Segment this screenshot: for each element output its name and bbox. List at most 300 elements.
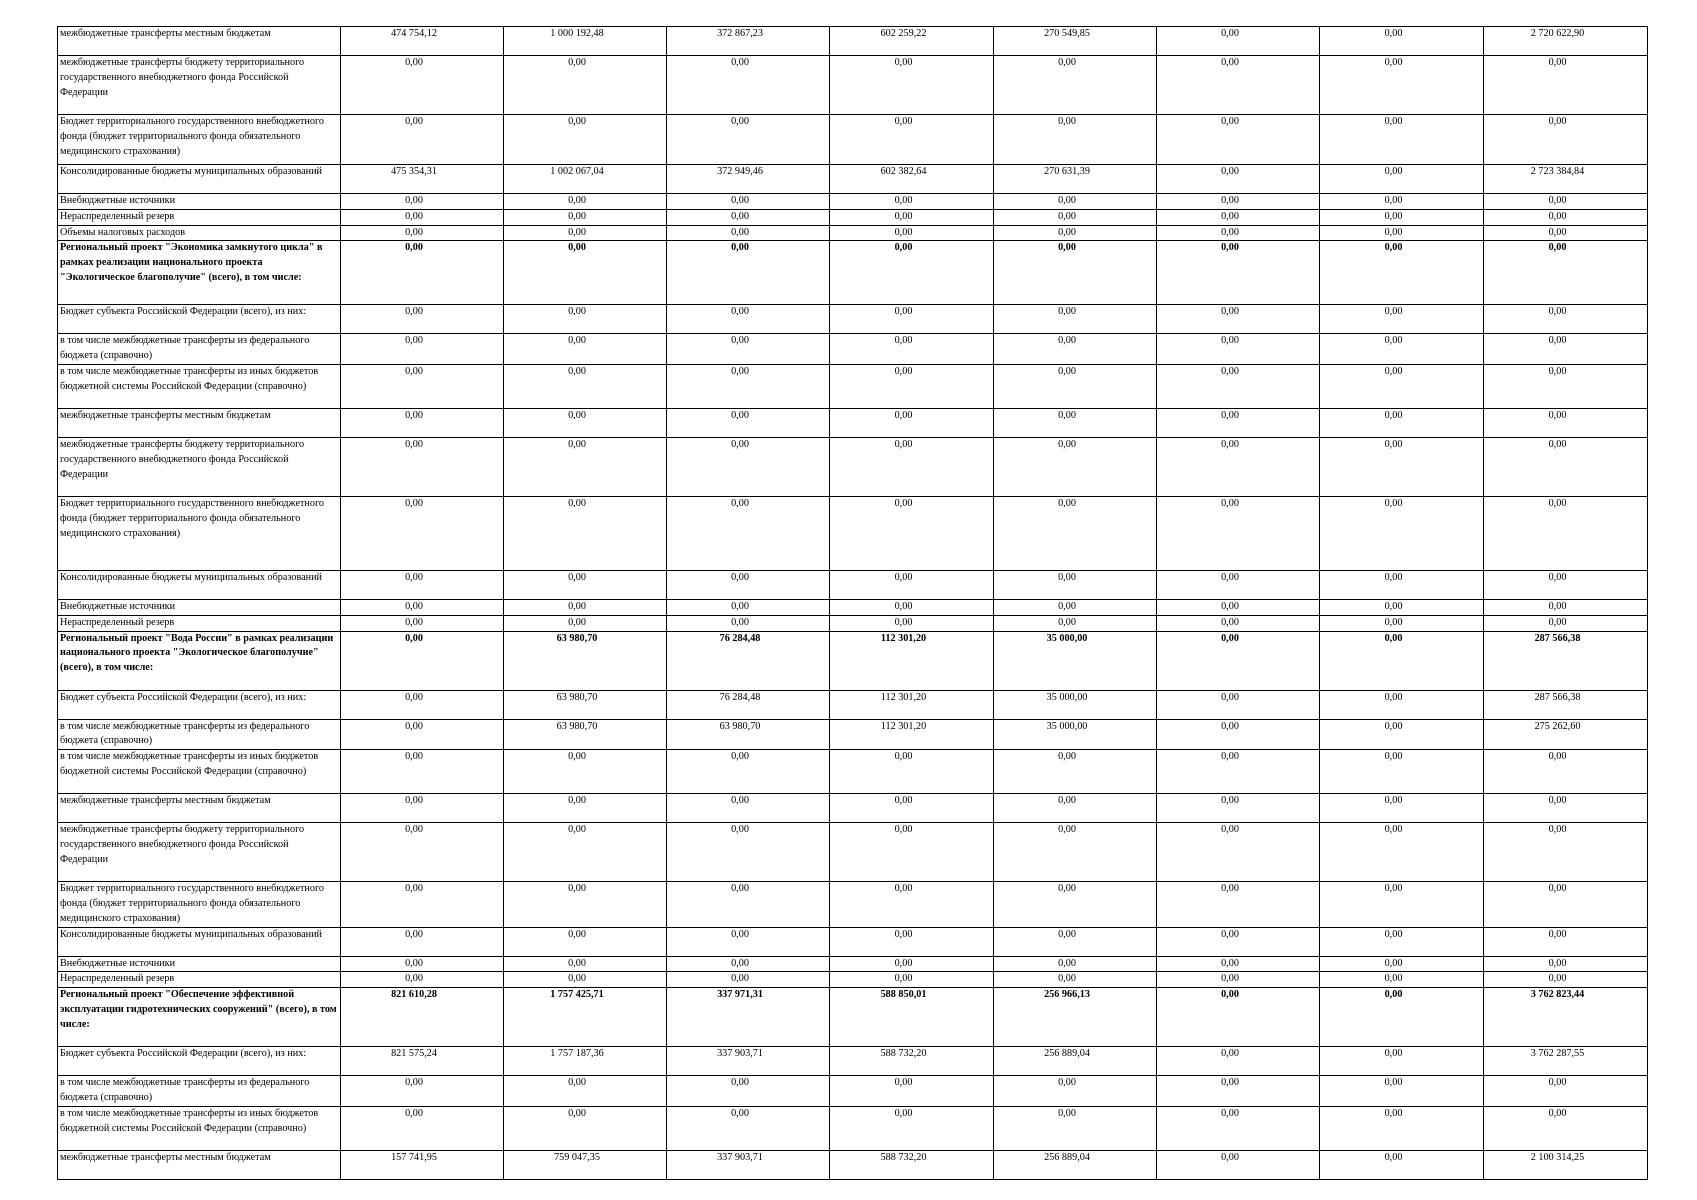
value-cell: 0,00 [1320, 194, 1484, 210]
value-cell: 0,00 [994, 496, 1157, 570]
value-cell: 0,00 [341, 823, 504, 882]
value-cell: 0,00 [341, 408, 504, 437]
value-cell: 602 259,22 [830, 27, 994, 56]
value-cell: 2 720 622,90 [1484, 27, 1648, 56]
value-cell: 0,00 [1320, 225, 1484, 241]
value-cell: 0,00 [341, 570, 504, 599]
table-row [58, 750, 1648, 794]
value-cell: 76 284,48 [667, 631, 830, 690]
value-cell: 0,00 [1157, 56, 1320, 115]
row-label: Нераспределенный резерв [58, 972, 341, 988]
value-cell: 0,00 [1484, 305, 1648, 334]
value-cell: 0,00 [830, 364, 994, 408]
value-cell: 1 757 425,71 [504, 988, 667, 1047]
value-cell: 0,00 [1320, 408, 1484, 437]
value-cell: 0,00 [994, 209, 1157, 225]
value-cell: 0,00 [504, 972, 667, 988]
value-cell: 0,00 [830, 599, 994, 615]
value-cell: 0,00 [1484, 972, 1648, 988]
table-row [58, 570, 1648, 599]
value-cell: 588 732,20 [830, 1150, 994, 1179]
row-label: межбюджетные трансферты местным бюджетам [58, 408, 341, 437]
value-cell: 0,00 [1320, 334, 1484, 365]
value-cell: 0,00 [1157, 988, 1320, 1047]
value-cell: 0,00 [667, 334, 830, 365]
table-row [58, 194, 1648, 210]
value-cell: 0,00 [504, 1076, 667, 1107]
table-row [58, 1076, 1648, 1107]
value-cell: 0,00 [341, 496, 504, 570]
value-cell: 0,00 [830, 194, 994, 210]
value-cell: 0,00 [1320, 823, 1484, 882]
value-cell: 0,00 [504, 599, 667, 615]
value-cell: 0,00 [1484, 882, 1648, 927]
value-cell: 3 762 823,44 [1484, 988, 1648, 1047]
table-row [58, 823, 1648, 882]
value-cell: 0,00 [1320, 988, 1484, 1047]
value-cell: 63 980,70 [504, 631, 667, 690]
value-cell: 0,00 [667, 241, 830, 305]
value-cell: 821 575,24 [341, 1047, 504, 1076]
value-cell: 0,00 [1320, 615, 1484, 631]
row-label: Внебюджетные источники [58, 956, 341, 972]
value-cell: 0,00 [341, 241, 504, 305]
value-cell: 0,00 [667, 56, 830, 115]
value-cell: 0,00 [1484, 408, 1648, 437]
row-label: Консолидированные бюджеты муниципальных образований [58, 570, 341, 599]
row-label: межбюджетные трансферты местным бюджетам [58, 27, 341, 56]
value-cell: 0,00 [994, 56, 1157, 115]
value-cell: 0,00 [830, 496, 994, 570]
value-cell: 0,00 [994, 823, 1157, 882]
value-cell: 0,00 [830, 241, 994, 305]
value-cell: 0,00 [341, 599, 504, 615]
value-cell: 0,00 [667, 794, 830, 823]
value-cell: 0,00 [994, 615, 1157, 631]
value-cell: 275 262,60 [1484, 719, 1648, 750]
value-cell: 112 301,20 [830, 631, 994, 690]
value-cell: 0,00 [830, 615, 994, 631]
value-cell: 602 382,64 [830, 165, 994, 194]
row-label: Объемы налоговых расходов [58, 225, 341, 241]
value-cell: 588 732,20 [830, 1047, 994, 1076]
value-cell: 287 566,38 [1484, 690, 1648, 719]
table-row [58, 334, 1648, 365]
value-cell: 0,00 [994, 1106, 1157, 1150]
row-label: межбюджетные трансферты бюджету территориального государственного внебюджетного фонда Российской Федерации [58, 823, 341, 882]
row-label: межбюджетные трансферты местным бюджетам [58, 794, 341, 823]
value-cell: 0,00 [1320, 496, 1484, 570]
value-cell: 0,00 [341, 927, 504, 956]
value-cell: 0,00 [994, 194, 1157, 210]
value-cell: 35 000,00 [994, 631, 1157, 690]
value-cell: 0,00 [1157, 823, 1320, 882]
value-cell: 0,00 [1484, 823, 1648, 882]
value-cell: 0,00 [1157, 927, 1320, 956]
value-cell: 0,00 [667, 364, 830, 408]
table-row [58, 496, 1648, 570]
value-cell: 0,00 [830, 225, 994, 241]
value-cell: 0,00 [830, 882, 994, 927]
value-cell: 0,00 [341, 437, 504, 496]
value-cell: 0,00 [830, 1076, 994, 1107]
row-label: Бюджет субъекта Российской Федерации (всего), из них: [58, 1047, 341, 1076]
value-cell: 63 980,70 [667, 719, 830, 750]
value-cell: 0,00 [504, 408, 667, 437]
value-cell: 0,00 [1157, 225, 1320, 241]
table-row [58, 1106, 1648, 1150]
row-label: межбюджетные трансферты местным бюджетам [58, 1150, 341, 1179]
table-row [58, 690, 1648, 719]
value-cell: 0,00 [994, 972, 1157, 988]
value-cell: 0,00 [1320, 27, 1484, 56]
row-label: Нераспределенный резерв [58, 209, 341, 225]
value-cell: 0,00 [667, 599, 830, 615]
value-cell: 0,00 [1157, 956, 1320, 972]
value-cell: 0,00 [504, 927, 667, 956]
value-cell: 0,00 [994, 408, 1157, 437]
value-cell: 0,00 [1320, 750, 1484, 794]
value-cell: 0,00 [504, 615, 667, 631]
value-cell: 0,00 [504, 882, 667, 927]
value-cell: 0,00 [830, 972, 994, 988]
value-cell: 0,00 [1157, 496, 1320, 570]
value-cell: 0,00 [341, 209, 504, 225]
value-cell: 0,00 [667, 115, 830, 165]
value-cell: 0,00 [1157, 115, 1320, 165]
value-cell: 0,00 [830, 209, 994, 225]
value-cell: 0,00 [1484, 225, 1648, 241]
value-cell: 0,00 [1484, 437, 1648, 496]
value-cell: 0,00 [1320, 1076, 1484, 1107]
value-cell: 0,00 [667, 194, 830, 210]
value-cell: 0,00 [504, 225, 667, 241]
value-cell: 0,00 [1484, 570, 1648, 599]
value-cell: 1 000 192,48 [504, 27, 667, 56]
value-cell: 0,00 [504, 364, 667, 408]
value-cell: 0,00 [504, 570, 667, 599]
value-cell: 0,00 [1157, 305, 1320, 334]
value-cell: 0,00 [1484, 615, 1648, 631]
value-cell: 0,00 [504, 956, 667, 972]
value-cell: 0,00 [667, 305, 830, 334]
value-cell: 0,00 [994, 225, 1157, 241]
table-row [58, 27, 1648, 56]
value-cell: 0,00 [667, 972, 830, 988]
value-cell: 0,00 [1320, 115, 1484, 165]
value-cell: 256 889,04 [994, 1150, 1157, 1179]
value-cell: 0,00 [504, 1106, 667, 1150]
value-cell: 0,00 [1484, 194, 1648, 210]
value-cell: 0,00 [1157, 1106, 1320, 1150]
value-cell: 0,00 [830, 823, 994, 882]
table-row [58, 56, 1648, 115]
value-cell: 0,00 [504, 750, 667, 794]
value-cell: 0,00 [830, 750, 994, 794]
row-label: Региональный проект "Экономика замкнутого цикла" в рамках реализации национального проекта "Экологическое благополучие" (всего), в том числе: [58, 241, 341, 305]
row-label: межбюджетные трансферты бюджету территориального государственного внебюджетного фонда Российской Федерации [58, 437, 341, 496]
value-cell: 0,00 [1157, 1047, 1320, 1076]
table-row [58, 972, 1648, 988]
row-label: Нераспределенный резерв [58, 615, 341, 631]
value-cell: 256 889,04 [994, 1047, 1157, 1076]
value-cell: 0,00 [1320, 972, 1484, 988]
table-row [58, 165, 1648, 194]
value-cell: 35 000,00 [994, 690, 1157, 719]
value-cell: 0,00 [1484, 956, 1648, 972]
value-cell: 0,00 [341, 750, 504, 794]
value-cell: 0,00 [1157, 1150, 1320, 1179]
value-cell: 0,00 [1320, 1047, 1484, 1076]
value-cell: 0,00 [1484, 209, 1648, 225]
value-cell: 0,00 [994, 334, 1157, 365]
table-row [58, 437, 1648, 496]
value-cell: 0,00 [994, 882, 1157, 927]
value-cell: 0,00 [830, 956, 994, 972]
value-cell: 0,00 [1157, 615, 1320, 631]
value-cell: 0,00 [1320, 364, 1484, 408]
value-cell: 0,00 [1320, 437, 1484, 496]
value-cell: 337 971,31 [667, 988, 830, 1047]
value-cell: 0,00 [504, 194, 667, 210]
value-cell: 0,00 [667, 225, 830, 241]
value-cell: 63 980,70 [504, 690, 667, 719]
value-cell: 0,00 [341, 794, 504, 823]
value-cell: 0,00 [1484, 1076, 1648, 1107]
value-cell: 0,00 [1320, 956, 1484, 972]
value-cell: 0,00 [667, 408, 830, 437]
value-cell: 0,00 [341, 690, 504, 719]
value-cell: 0,00 [994, 241, 1157, 305]
value-cell: 0,00 [994, 115, 1157, 165]
value-cell: 0,00 [504, 496, 667, 570]
value-cell: 0,00 [830, 408, 994, 437]
value-cell: 372 867,23 [667, 27, 830, 56]
value-cell: 63 980,70 [504, 719, 667, 750]
value-cell: 112 301,20 [830, 719, 994, 750]
row-label: в том числе межбюджетные трансферты из федерального бюджета (справочно) [58, 719, 341, 750]
value-cell: 337 903,71 [667, 1150, 830, 1179]
table-row [58, 988, 1648, 1047]
value-cell: 0,00 [1484, 496, 1648, 570]
value-cell: 0,00 [504, 823, 667, 882]
value-cell: 475 354,31 [341, 165, 504, 194]
value-cell: 0,00 [1320, 570, 1484, 599]
value-cell: 0,00 [341, 364, 504, 408]
value-cell: 474 754,12 [341, 27, 504, 56]
row-label: в том числе межбюджетные трансферты из иных бюджетов бюджетной системы Российской Федерации (справочно) [58, 750, 341, 794]
value-cell: 0,00 [1484, 599, 1648, 615]
row-label: Консолидированные бюджеты муниципальных образований [58, 927, 341, 956]
value-cell: 0,00 [1157, 882, 1320, 927]
value-cell: 0,00 [994, 1076, 1157, 1107]
value-cell: 0,00 [667, 209, 830, 225]
value-cell: 0,00 [1320, 882, 1484, 927]
value-cell: 0,00 [1157, 209, 1320, 225]
table-row [58, 615, 1648, 631]
value-cell: 0,00 [1157, 1076, 1320, 1107]
table-row [58, 631, 1648, 690]
row-label: Бюджет субъекта Российской Федерации (всего), из них: [58, 690, 341, 719]
value-cell: 0,00 [667, 927, 830, 956]
value-cell: 0,00 [667, 956, 830, 972]
table-row [58, 599, 1648, 615]
row-label: Консолидированные бюджеты муниципальных образований [58, 165, 341, 194]
value-cell: 0,00 [1157, 794, 1320, 823]
value-cell: 0,00 [1320, 927, 1484, 956]
value-cell: 0,00 [1320, 56, 1484, 115]
value-cell: 35 000,00 [994, 719, 1157, 750]
value-cell: 0,00 [1484, 364, 1648, 408]
value-cell: 0,00 [504, 209, 667, 225]
value-cell: 0,00 [1157, 719, 1320, 750]
value-cell: 0,00 [994, 599, 1157, 615]
value-cell: 0,00 [830, 1106, 994, 1150]
row-label: Бюджет территориального государственного внебюджетного фонда (бюджет территориального фонда обязательного медицинского страхования) [58, 882, 341, 927]
value-cell: 0,00 [1484, 115, 1648, 165]
value-cell: 270 549,85 [994, 27, 1157, 56]
value-cell: 0,00 [1484, 241, 1648, 305]
value-cell: 0,00 [1157, 570, 1320, 599]
table-row [58, 209, 1648, 225]
value-cell: 0,00 [1484, 1106, 1648, 1150]
value-cell: 0,00 [341, 882, 504, 927]
row-label: в том числе межбюджетные трансферты из иных бюджетов бюджетной системы Российской Федерации (справочно) [58, 1106, 341, 1150]
row-label: Региональный проект "Обеспечение эффективной эксплуатации гидротехнических сооружений" (всего), в том числе: [58, 988, 341, 1047]
value-cell: 372 949,46 [667, 165, 830, 194]
value-cell: 76 284,48 [667, 690, 830, 719]
value-cell: 0,00 [1484, 750, 1648, 794]
budget-table-body [58, 27, 1648, 1180]
value-cell: 0,00 [1320, 305, 1484, 334]
value-cell: 0,00 [1320, 719, 1484, 750]
value-cell: 0,00 [1157, 631, 1320, 690]
value-cell: 0,00 [341, 56, 504, 115]
table-row [58, 1150, 1648, 1179]
value-cell: 0,00 [1157, 364, 1320, 408]
value-cell: 0,00 [667, 437, 830, 496]
value-cell: 0,00 [1157, 972, 1320, 988]
table-row [58, 225, 1648, 241]
value-cell: 0,00 [994, 956, 1157, 972]
value-cell: 588 850,01 [830, 988, 994, 1047]
value-cell: 0,00 [1320, 599, 1484, 615]
value-cell: 0,00 [1320, 241, 1484, 305]
value-cell: 0,00 [341, 1106, 504, 1150]
value-cell: 0,00 [830, 794, 994, 823]
value-cell: 0,00 [504, 305, 667, 334]
row-label: Бюджет территориального государственного внебюджетного фонда (бюджет территориального фонда обязательного медицинского страхования) [58, 496, 341, 570]
value-cell: 0,00 [667, 1076, 830, 1107]
value-cell: 0,00 [1484, 56, 1648, 115]
row-label: Бюджет субъекта Российской Федерации (всего), из них: [58, 305, 341, 334]
value-cell: 0,00 [830, 437, 994, 496]
value-cell: 0,00 [994, 794, 1157, 823]
value-cell: 1 002 067,04 [504, 165, 667, 194]
value-cell: 0,00 [1157, 690, 1320, 719]
value-cell: 0,00 [504, 334, 667, 365]
value-cell: 0,00 [1320, 209, 1484, 225]
value-cell: 0,00 [1320, 794, 1484, 823]
row-label: Внебюджетные источники [58, 599, 341, 615]
value-cell: 0,00 [830, 115, 994, 165]
value-cell: 0,00 [341, 334, 504, 365]
value-cell: 0,00 [830, 927, 994, 956]
row-label: в том числе межбюджетные трансферты из иных бюджетов бюджетной системы Российской Федерации (справочно) [58, 364, 341, 408]
table-row [58, 927, 1648, 956]
value-cell: 0,00 [341, 305, 504, 334]
value-cell: 0,00 [504, 56, 667, 115]
value-cell: 0,00 [1320, 1150, 1484, 1179]
value-cell: 2 100 314,25 [1484, 1150, 1648, 1179]
value-cell: 0,00 [667, 570, 830, 599]
value-cell: 337 903,71 [667, 1047, 830, 1076]
table-row [58, 408, 1648, 437]
value-cell: 157 741,95 [341, 1150, 504, 1179]
value-cell: 0,00 [504, 241, 667, 305]
value-cell: 0,00 [667, 750, 830, 794]
row-label: в том числе межбюджетные трансферты из федерального бюджета (справочно) [58, 1076, 341, 1107]
row-label: Бюджет территориального государственного внебюджетного фонда (бюджет территориального фонда обязательного медицинского страхования) [58, 115, 341, 165]
value-cell: 0,00 [341, 631, 504, 690]
table-row [58, 364, 1648, 408]
value-cell: 0,00 [1157, 437, 1320, 496]
row-label: межбюджетные трансферты бюджету территориального государственного внебюджетного фонда Российской Федерации [58, 56, 341, 115]
row-label: Внебюджетные источники [58, 194, 341, 210]
value-cell: 0,00 [341, 225, 504, 241]
value-cell: 0,00 [1320, 165, 1484, 194]
value-cell: 0,00 [1320, 1106, 1484, 1150]
value-cell: 0,00 [994, 570, 1157, 599]
value-cell: 0,00 [994, 927, 1157, 956]
value-cell: 0,00 [1320, 631, 1484, 690]
table-row [58, 115, 1648, 165]
value-cell: 0,00 [830, 334, 994, 365]
table-row [58, 305, 1648, 334]
table-row [58, 719, 1648, 750]
table-row [58, 956, 1648, 972]
value-cell: 3 762 287,55 [1484, 1047, 1648, 1076]
value-cell: 0,00 [1320, 690, 1484, 719]
table-row [58, 241, 1648, 305]
value-cell: 0,00 [1157, 241, 1320, 305]
value-cell: 0,00 [994, 305, 1157, 334]
value-cell: 821 610,28 [341, 988, 504, 1047]
value-cell: 0,00 [1157, 334, 1320, 365]
value-cell: 0,00 [341, 1076, 504, 1107]
table-row [58, 1047, 1648, 1076]
value-cell: 0,00 [341, 719, 504, 750]
value-cell: 270 631,39 [994, 165, 1157, 194]
value-cell: 287 566,38 [1484, 631, 1648, 690]
value-cell: 0,00 [341, 615, 504, 631]
value-cell: 759 047,35 [504, 1150, 667, 1179]
value-cell: 0,00 [504, 794, 667, 823]
row-label: Региональный проект "Вода России" в рамках реализации национального проекта "Экологическое благополучие" (всего), в том числе: [58, 631, 341, 690]
value-cell: 0,00 [504, 115, 667, 165]
value-cell: 0,00 [1157, 750, 1320, 794]
value-cell: 2 723 384,84 [1484, 165, 1648, 194]
value-cell: 0,00 [1157, 194, 1320, 210]
value-cell: 0,00 [1157, 165, 1320, 194]
value-cell: 0,00 [994, 437, 1157, 496]
value-cell: 0,00 [1157, 408, 1320, 437]
value-cell: 0,00 [830, 570, 994, 599]
value-cell: 112 301,20 [830, 690, 994, 719]
value-cell: 0,00 [667, 615, 830, 631]
value-cell: 0,00 [341, 115, 504, 165]
row-label: в том числе межбюджетные трансферты из федерального бюджета (справочно) [58, 334, 341, 365]
